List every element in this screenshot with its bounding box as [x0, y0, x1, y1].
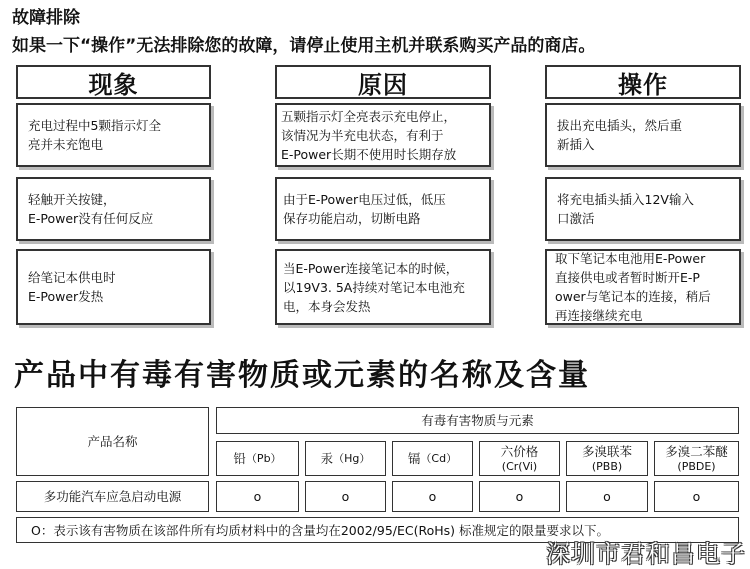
substance-symbol: （Hg） — [333, 452, 371, 465]
substance-name: 多溴二苯醚 — [665, 443, 728, 459]
compliance-mark: o — [305, 481, 386, 512]
watermark: 深圳市君和昌电子 — [546, 540, 746, 568]
column-header-action: 操作 — [545, 65, 741, 99]
compliance-mark: o — [479, 481, 560, 512]
page-subtitle: 如果一下“操作”无法排除您的故障，请停止使用主机并联系购买产品的商店。 — [12, 36, 596, 56]
cell-text: 当E-Power连接笔记本的时候， 以19V3. 5A持续对笔记本电池充 电，本身会发热 — [283, 260, 465, 314]
symptom-cell — [16, 249, 211, 325]
substance-symbol: (Cr(Vi) — [501, 459, 538, 473]
substance-symbol: （Cd） — [420, 452, 458, 465]
substance-header-lead — [216, 441, 299, 476]
action-cell — [545, 249, 741, 325]
substance-symbol: (PBB) — [591, 459, 623, 473]
symptom-cell — [16, 103, 211, 167]
cell-text: 将充电插头插入12V输入 口激活 — [557, 192, 694, 226]
substance-name: 汞 — [320, 451, 334, 466]
cell-text: 拔出充电插头，然后重 新插入 — [557, 118, 683, 152]
action-cell — [545, 177, 741, 241]
symptom-cell — [16, 177, 211, 241]
cell-text: 五颗指示灯全亮表示充电停止， 该情况为半充电状态，有利于 E-Power长期不使用时长期存放 — [281, 108, 457, 162]
cell-text: 由于E-Power电压过低，低压 保存功能启动，切断电路 — [283, 192, 446, 226]
substance-group-header: 有毒有害物质与元素 — [216, 407, 739, 434]
cell-text: 取下笔记本电池用E-Power 直接供电或者暂时断开E-P ower与笔记本的连接，稍后 再连接继续充电 — [555, 251, 711, 323]
substance-header-chromium — [479, 441, 560, 476]
cause-cell — [275, 103, 491, 167]
substance-header-pbde — [654, 441, 739, 476]
cell-text: 轻触开关按键， E-Power没有任何反应 — [28, 192, 154, 226]
hazard-section-title: 产品中有毒有害物质或元素的名称及含量 — [14, 358, 590, 393]
product-name-cell: 多功能汽车应急启动电源 — [16, 481, 209, 512]
compliance-mark: o — [566, 481, 648, 512]
compliance-mark: o — [392, 481, 473, 512]
substance-name: 镉 — [407, 451, 421, 466]
column-header-symptom: 现象 — [16, 65, 211, 99]
footnote: O：表示该有害物质在该部件所有均质材料中的含量均在2002/95/EC(RoHs) 标准规定的限量要求以下。 — [16, 517, 739, 543]
substance-header-cadmium — [392, 441, 473, 476]
cause-cell — [275, 177, 491, 241]
compliance-mark: o — [654, 481, 739, 512]
column-header-cause: 原因 — [275, 65, 491, 99]
substance-symbol: (PBDE) — [677, 459, 716, 473]
compliance-mark: o — [216, 481, 299, 512]
product-name-header: 产品名称 — [16, 407, 209, 476]
page-title: 故障排除 — [12, 8, 80, 28]
substance-name: 多溴联苯 — [581, 443, 632, 459]
action-cell — [545, 103, 741, 167]
substance-name: 铅 — [233, 451, 246, 466]
cause-cell — [275, 249, 491, 325]
cell-text: 给笔记本供电时 E-Power发热 — [28, 270, 116, 304]
substance-header-pbb — [566, 441, 648, 476]
cell-text: 充电过程中5颗指示灯全 亮并未充饱电 — [28, 118, 161, 152]
substance-name: 六价格 — [500, 443, 539, 459]
substance-header-mercury — [305, 441, 386, 476]
substance-symbol: （Pb） — [245, 452, 282, 465]
